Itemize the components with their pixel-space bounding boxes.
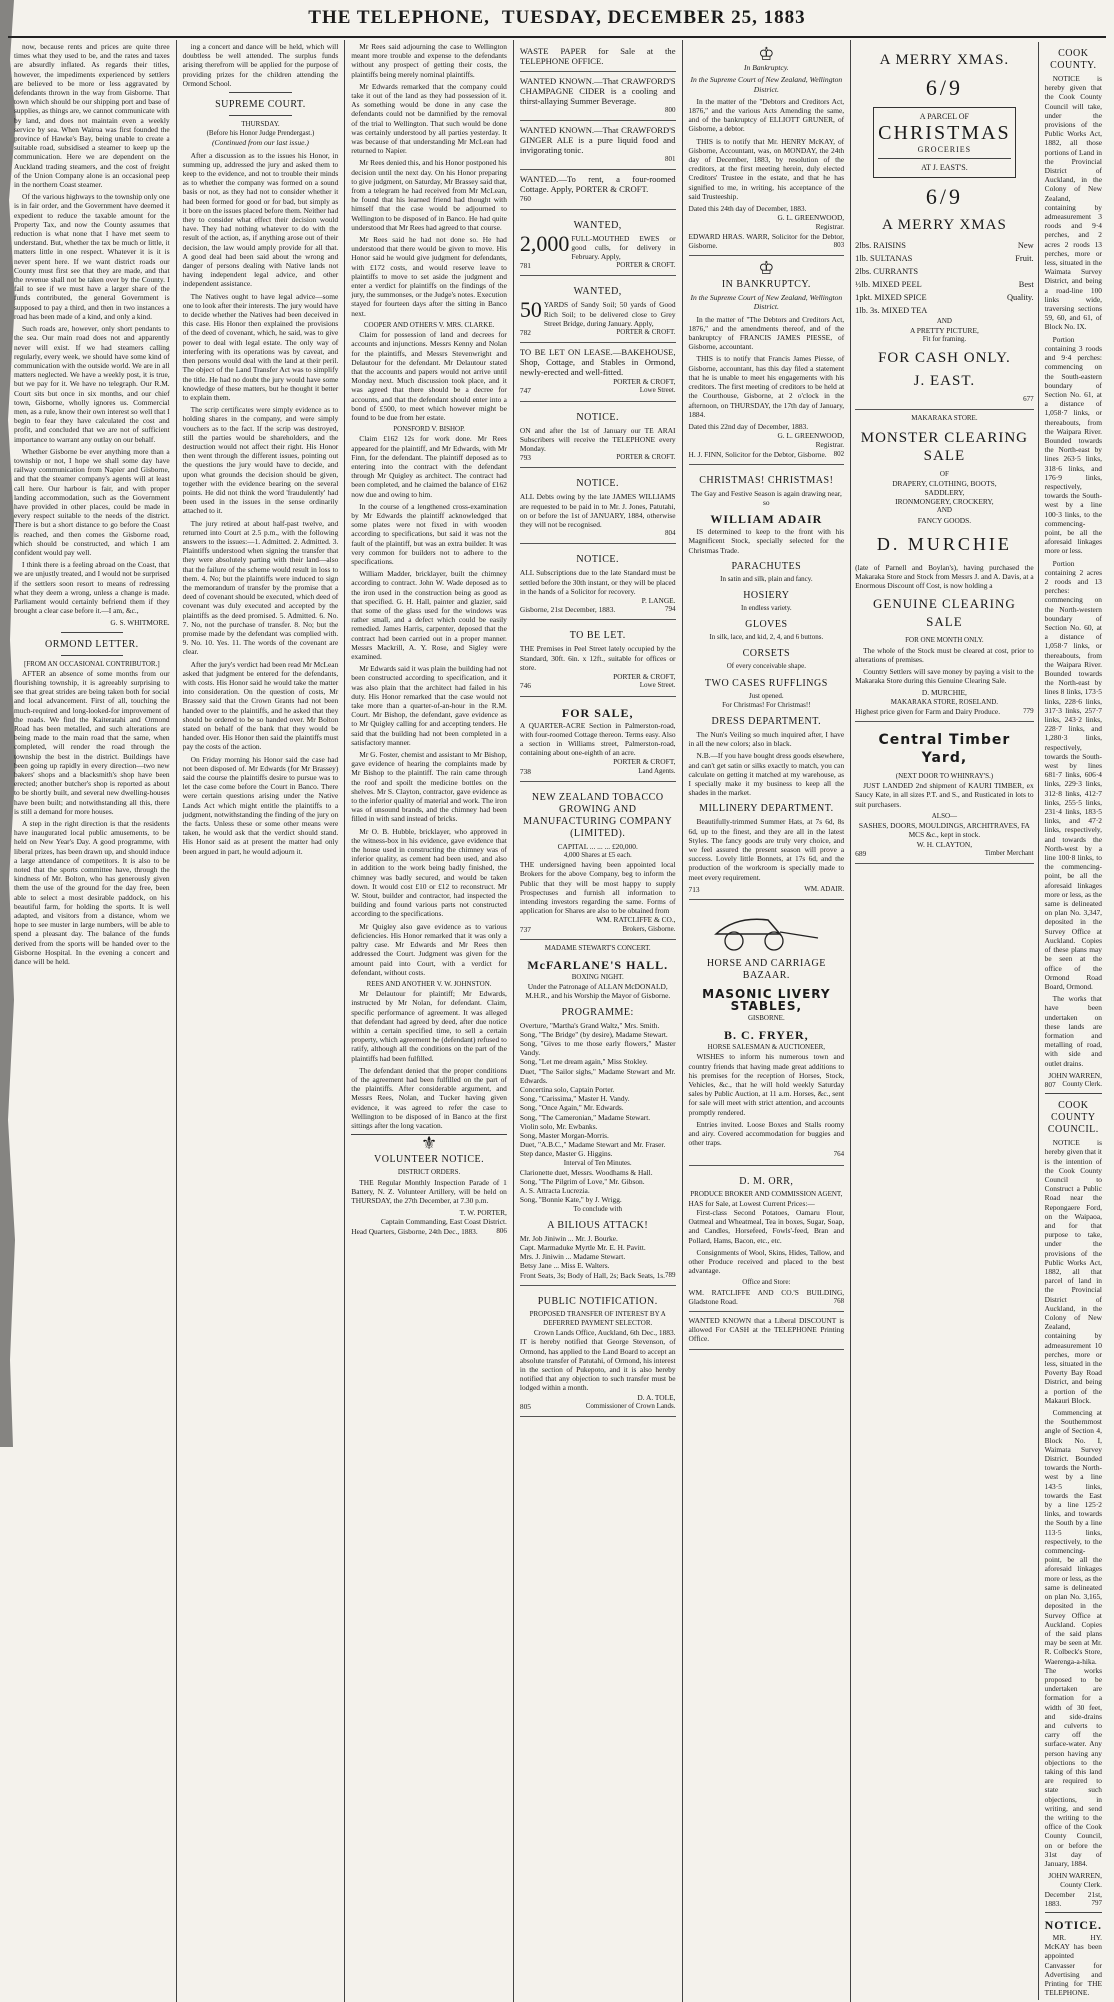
ad-bankruptcy-gruner: ♔ In Bankruptcy. In the Supreme Court of New Zealand, Wellington District. In the matter of the "Debtors and Creditors Act, 1876," and the various Acts Amending the same, and of the bankruptcy of ELLIOTT GRUNER, of Gisborne, a debtor. THIS is to notify that Mr. HENRY McKAY, of Gisborne, Accountant, was, on MONDAY, the 24th day of December, 1883, by resolution of the creditors, at the first meeting herein, duly elected Creditors' Trustee in the estate, and that he has signified to me, in writing, his acceptance of the said Trusteeship. Dated this 24th day of December, 1883. G. L. GREENWOOD, Registrar. EDWARD HRAS. WARR, Solicitor for the Debtor, Gisborne. 803 bbox=[689, 42, 845, 256]
ad-number: 800 bbox=[665, 106, 676, 114]
grocery-item: 2lbs. CURRANTS bbox=[855, 266, 918, 276]
ad-number: 806 bbox=[496, 1226, 507, 1235]
article-paragraph: Whether Gisborne be ever anything more than a township or not, I hope we shall some day have railway communication from Napier and Gisborne, and that the steamer company's agents will at least call here. Our harbour is fair, and with proper landing accommodation, such as the Government have provided in other places, could be made in every respect suitable to the needs of the district. There is but a short distance to go before the Coast is reached, and then comes the Gisborne road, which should be constructed, and which I am confident would pay well. bbox=[14, 446, 170, 557]
divider bbox=[229, 92, 291, 93]
volunteer-place: Head Quarters, Gisborne, 24th Dec., 1883. 806 bbox=[351, 1226, 507, 1236]
carriage-icon bbox=[706, 908, 826, 952]
article-paragraph: Claim for possession of land and decrees for accounts and injunctions. Messrs Kenny and Nolan for the plaintiffs, and Messrs Stevenwright and Delautour for the defendant. Mr Delautour stated that the accounts and papers would not arrive until Monday next. Much discussion took place, and it was agreed that there should be a decree for accounts, and that the defendant should enter into a bond of £500, to meet which however might be found to be due from her estate. bbox=[351, 330, 507, 422]
divider bbox=[229, 115, 291, 116]
case-heading: REES AND ANOTHER V. W. JOHNSTON. bbox=[366, 979, 492, 988]
column-6 bbox=[851, 40, 1106, 2002]
ad-number: 801 bbox=[665, 155, 676, 164]
article-paragraph: After the jury's verdict had been read Mr McLean asked that judgment be entered for the defendants, with costs. His Honor said he would take the matter into consideration. On the question of costs, Mr Brassey said that the Crown Grants had not been handed over to the plaintiffs, and he asked that they should be ordered to be so handed over. Mr Bolton stated on behalf of the bank that they would be handed over. His Honor then said the plaintiffs must pay the costs of the action. bbox=[182, 659, 339, 752]
ormond-letter-heading: ORMOND LETTER. bbox=[44, 638, 139, 650]
royal-arms-icon: ♔ bbox=[758, 258, 775, 279]
column-5 bbox=[683, 40, 852, 2002]
contributor-note: [FROM AN OCCASIONAL CONTRIBUTOR.] bbox=[23, 659, 160, 668]
article-paragraph: In the course of a lengthened cross-examination by Mr Edwards the plaintiff acknowledged that some plates were not fixed in with wooden according to specifications, but said it was not the fault of the plaintiff, but was an extra builder. It was very common for builders not to adhere to the specifications. bbox=[351, 501, 507, 566]
article-paragraph: The Natives ought to have legal advice—some one to look after their interests. The jury would have to decide whether the Natives had been deceived in this case. His Honor then explained the provisions of the deed of covenant, which, he said, was to give power to deal with legal estate. The only way of interfering with its operations was by caveat, and then persons would deal with the land at their peril. The object of the Land Transfer Act was to simplify the title. He had no doubt the jury would have some knowledge of these matters, but he thought it better to explain them. bbox=[182, 291, 339, 402]
ad-debts-notice: NOTICE. ALL Debts owing by the late JAMES WILLIAMS are requested to be paid in to Mr. J. Jones, Patutahi, on or before the 1st of JANUARY, 1884, otherwise they will not be recognised. 804 bbox=[520, 468, 676, 544]
article-paragraph: now, because rents and prices are quite three times what they used to be, and the rates and taxes are absurdly inflated. As regards their titles, however, the impediments experienced by settlers are believed to be more or less aggravated by defendants thrown in the way from Gisborne. That town which should be our shipping port and base of supplies, as things are, we cannot communicate with by land, and does not maintain even a weekly service by sea. When Wairoa was first founded the province of Hawke's Bay, being unable to create a suitable road, subsidised a steamer to keep up the communication. Here we are dependent on the Auckland trading steamers, and the cost of freight of the Union Company alone is an occasional peep in the northern Coast steamer. bbox=[14, 42, 170, 190]
ad-orr: D. M. ORR, PRODUCE BROKER AND COMMISSION AGENT, HAS for Sale, at Lowest Current Prices:— First-class Second Potatoes, Oamaru Flour, Oatmeal and Wheatmeal, Tea in boxes, Sugar, Soap, and Candles, Horsefeed, Fowls'-feed, Bran and Pollard, Hams, Bacon, etc., etc. Consignments of Wool, Skins, Hides, Tallow, and other Produce received and placed to the best advantage. Office and Store: WM. RATCLIFFE AND CO.'S BUILDING, Gladstone Road. 768 bbox=[689, 1166, 845, 1312]
columns bbox=[8, 40, 1106, 1998]
newspaper-title: THE TELEPHONE, bbox=[308, 7, 490, 28]
masthead bbox=[8, 0, 1106, 38]
ewes-count: 2,000 bbox=[519, 230, 570, 256]
article-paragraph: Mr Rees said adjourning the case to Wellington meant more trouble and expense to the defendants without any prospect of getting their costs, the plaintiffs being merely nominal plaintiffs. bbox=[351, 42, 507, 79]
article-paragraph: The jury retired at about half-past twelve, and returned into Court at 2.5 p.m., with the following answers to the issues:—1. Admitted. 2. Admitted. 3. Plaintiffs understood when signing the transfer that they were absolutely parting with their land—also that the failure of the scheme would result in loss to them. 4. No; but the plaintiffs were induced to sign the memorandum of transfer by the promise that a deed of covenant should be executed, which deed of covenant was duly executed and accepted by the plaintiffs as the deed promised. 5. Admitted. 6. No. 7. No, not the purchase of transfer. 8. No; but the promise made by the defendant was complied with. 9. No. 10. Yes. 11. The words of the covenant are clear. bbox=[182, 518, 339, 657]
divider bbox=[878, 158, 1010, 159]
article-paragraph: Mr Quigley also gave evidence as to various deficiencies. His Honor remarked that it was only a paltry case. Mr Edwards and Mr Rees then addressed the Court. Judgment was given for the amount paid into Court, with a verdict for defendant, without costs. bbox=[351, 921, 507, 977]
article-paragraph: On Friday morning his Honor said the case had not been disposed of. Mr Edwards (for Mr Brassey) said the course the plaintiffs desire to pursue was to let the case come before the Court in Banco. There were certain questions arising under the Native Lands Act which might entitle the plaintiffs to a judgment, notwithstanding the finding of the jury on the facts. Unless these or some other means were taken, he would ask that the verdict should stand. His Honor said as at present the matter had only been argued in part, he would adjourn it. bbox=[182, 754, 339, 856]
ad-lease: TO BE LET ON LEASE.—BAKEHOUSE, Shop, Cottage, and Stables in Ormond, newly-erected and well-fitted. PORTER & CROFT, 747 Lowe Street. bbox=[520, 343, 676, 401]
article-paragraph: Mr Edwards said it was plain the building had not been constructed according to specification, and it was also plain that the architect had failed in his duty. His Honor remarked that the case would not take more than a quarter-of-an-hour in the R.M. Court. Mr Bishop, the defendant, gave evidence as to Mr Quigley calling for and accepting tenders. He said that the building had not been completed in a satisfactory manner. bbox=[351, 664, 507, 747]
ad-premises-to-let: TO BE LET. THE Premises in Peel Street lately occupied by the Standard, 30ft. 6in. x 12ft., suitable for offices or store. PORTER & CROFT, 746 Lowe Street. bbox=[520, 620, 676, 696]
article-paragraph: Mr Delautour for plaintiff; Mr Edwards, instructed by Mr Nolan, for defendant. Claim, specific performance of agreement. It was alleged that defendant had agreed by deed, after due notice within a certain specified time, to sell a certain property, which agreement he (defendant) refused to ratify, although all the conditions on the part of the plaintiffs had been fulfilled. bbox=[351, 989, 507, 1063]
divider bbox=[1045, 1912, 1102, 1913]
column-2 bbox=[177, 40, 346, 2002]
ad-horse-bazaar: HORSE AND CARRIAGE BAZAAR. MASONIC LIVERY STABLES, GISBORNE. B. C. FRYER, HORSE SALESMAN & AUCTIONEER, WISHES to inform his numerous town and country friends that having made great additions to his premises for the reception of Horses, Stock, Vehicles, &c., that he will hold weekly Saturday sales by Public Auction, at 11 a.m. Horses, &c., sent for sale will meet with strict attention, and accounts promptly rendered. Entries invited. Loose Boxes and Stalls roomy and airy. Covered accommodation for buggies and other traps. 764 bbox=[689, 900, 845, 1166]
column-3 bbox=[345, 40, 514, 2002]
ad-wanted-ewes: WANTED, 2,000 FULL-MOUTHED EWES or good culls, for delivery in February. Apply, 781 PORTER & CROFT. bbox=[520, 210, 676, 277]
cook-county-heading: COOK COUNTY. bbox=[1050, 48, 1097, 71]
letter-signature: G. S. WHITMORE. bbox=[110, 618, 170, 628]
article-paragraph: Of the various highways to the township only one is in fair order, and the Government have deemed it expedient to reduce the taxable amount for the Property Tax, and now the County assumes that reduction is what none that I have met seem to understand. But, whether the tax be much or little, it matters little in one respect. Whatever it is it is never spent here. If we want district roads our County must first see that they are made, and that the revenue shall not be taken over by the County. I fail to see if we must have a larger share of the funds contributed, the general Government is supposed to pay a third, and then in two instances a road has been made of a kind, and only a kind. bbox=[14, 192, 170, 321]
ad-te-arai-notice: NOTICE. ON and after the 1st of January our TE ARAI Subscribers will receive the TELEPHONE every Monday. 793 PORTER & CROFT. bbox=[520, 402, 676, 469]
grocery-item: 1lb. SULTANAS Fruit. bbox=[855, 253, 1034, 263]
column-6-county: COOK COUNTY. NOTICE is hereby given that the Cook County Council will take, under the provisions of the Public Works Act, 1882, all those portions of Land in the Provincial District of Auckland, in the Colony of New Zealand, containing by admeasurement 3 roods and 9·4 perches, and 2 acres 2 roods 13 perches, more or less, situated in the Waimata Survey District, and being a road-line 100 links wide, traversing sections 59, 60, and 61, of Block No. IX. Portion containing 3 roods and 9·4 perches: commencing on the South-eastern boundary of Section No. 61, at a distance of 1,058·7 links, or thereabouts, from the Waipara River. Bounded towards the North-east by lines 263·5 links, 318·6 links, and 176·9 links, respectively, towards the South-west by a line 100·3 links, to the commencing-point, be all the aforesaid linkages more or less. Portion containing 2 acres 2 roods and 13 perches: commencing on the North-western boundary of Section No. 60, at a distance of 1,058·7 links, or thereabouts, from the Waipara River. Bounded towards the North-east by lines 8 links, 173·5 links, 228·6 links, 317·3 links, 257·7 links, 243·2 links, 228·7 links, and 1,280·3 links, respectively, towards the South-west by lines 681·7 links, 606·4 links, 229·3 links, 312·8 links, 412·7 links, 255·5 links, 231·4 links, 183·5 links, and 47·2 links, respectively, and towards the North-west by a line 100·8 links, to the commencing-point, be all the aforesaid linkages more or less, as the same is delineated on plan No. 3,347, deposited in the Survey Office at Auckland. Copies of these plans may be seen at the office of the Ormond Road Board, Ormond. The works that have been undertaken on these lands are formation and metalling of road, with side and outlet drains. JOHN WARREN, 807 County Clerk. COOK COUNTY COUNCIL. NOTICE is hereby given that it is the intention of the Cook County Council to Construct a Public Road near the Repongaere Ford, on the Waipaoa, and for that purpose to take, under the provisions of the Public Works Act, 1882, all that parcel of land in the Provincial District of Auckland, in the Colony of New Zealand, containing by admeasurement 10 perches, more or less, situated in the Poverty Bay Road District, and being a portion of the Makauri Block. Commencing at the Southernmost angle of Section 4, Block No. I, Waimata Survey District. Bounded towards the North-west by a line 143·5 links, towards the East by a line 125·2 links, and towards the South by a line 113·5 links, respectively, to the commencing-point, be all the aforesaid linkages more or less, as the same is delineated on plan No. 3,165, deposited in the Survey Office at Auckland. Copies of the said plans may be seen at Mr. R. Colbeck's Store, Waerenga-a-hika. The works proposed to be undertaken are formation for a width of 30 feet, and side-drains and culverts to carry off the surface-water. Any person having any objections to the taking of this land are required to state such objections, in writing, and send the writing to the office of the Cook County Council, on or before the 31st day of January, 1884. JOHN WARREN, County Clerk. December 21st, 1883. 797 NOTICE. MR. HY. McKAY has been appointed Canvasser for Advertising and Printing for THE TELEPHONE. bbox=[1044, 48, 1102, 1998]
article-paragraph: The scrip certificates were simply evidence as to holding shares in the company, and were simply vouchers as to the fact. If the scrip was destroyed, still the parties would be shareholders, and the destruction would not affect their right. His Honor then went through the different issues, pointing out the questions the jury would have to decide, and upon what grounds the decision should be given, together with the evidence bearing on the several points. He did not think the word 'fraudulently' had been used in the issues in the sense ordinarily attached to it. bbox=[182, 405, 339, 516]
ad-central-timber-yard: Central Timber Yard, (NEXT DOOR TO WHINRAY'S.) JUST LANDED 2nd shipment of KAURI TIMBER, ex Saucy Kate, in all sizes P.T. and S., and Rusticated in lots to suit purchasers. ALSO— SASHES, DOORS, MOULDINGS, ARCHITRAVES, FA MCS &c., kept in stock. W. H. CLAYTON, 689 Timber Merchant bbox=[855, 722, 1033, 864]
continued-note: (Continued from our last issue.) bbox=[211, 138, 309, 148]
volunteer-crest-icon: ⚜ bbox=[421, 1133, 438, 1154]
ad-for-sale: FOR SALE, A QUARTER-ACRE Section in Palmerston-road, with four-roomed Cottage thereon. Terms easy. Also a section in Williams street, Palmerston-road, containing about one-eighth of an acre. PORTER & CROFT, 738 Land Agents. bbox=[520, 697, 676, 782]
article-paragraph: Mr Rees said he had not done so. He had understood that there would be given to move. His Honor said he would give judgment for defendants, with £172 costs, and would reserve leave to plaintiffs to move to set aside the judgment and enter a verdict for plaintiffs on the findings of the jury, the summonses, or the Judge's notes. Execution stayed for fourteen days after the sitting in Banco next. bbox=[351, 235, 507, 318]
volunteer-signature: T. W. PORTER, bbox=[459, 1208, 507, 1218]
article-paragraph: Mr G. Foster, chemist and assistant to Mr Bishop, gave evidence of hearing the complaints made by Mr Bishop to the plaintiff. The rain came through the roof and spoilt the medicine bottles on the shelves. Mr S. Clayton, contractor, gave evidence as to the inferior quality of material and work. The iron was of unsound brands, and the chimney had been filled in with sand instead of bricks. bbox=[351, 750, 507, 824]
royal-arms-icon: ♔ bbox=[758, 44, 775, 64]
issue-date: TUESDAY, DECEMBER 25, 1883 bbox=[501, 7, 806, 28]
article-paragraph: William Madder, bricklayer, built the chimney according to contract. John W. Wade deposed as to the iron used in the construction being as good as that specified. G. H. Hall, painter and glazier, said that some of the glass used for the windows was rather small, and a defect which could be easily remedied. James Harris, carpenter, deposed that the contract had been carried out in a proper manner. Messrs Mackrill, A. Y. Rose, and Sigley were examined. bbox=[351, 569, 507, 661]
grocery-item: ½lb. MIXED PEEL Best bbox=[855, 279, 1034, 289]
volunteer-notice-heading: VOLUNTEER NOTICE. bbox=[374, 1154, 485, 1166]
grocery-item: 1lb. 3s. MIXED TEA bbox=[855, 305, 928, 315]
divider bbox=[1045, 1093, 1102, 1094]
article-paragraph: Mr Edwards remarked that the company could take it out of the land as they had possession of it. As something would be done in any case the defendants could not be damnified by the removal of the trial to Wellington. That such would be done was certainly understood by all parties yesterday. It was because of that understanding Mr McLean had returned to Napier. bbox=[351, 81, 507, 156]
ad-number: 760 bbox=[519, 194, 531, 204]
court-judge: (Before his Honor Judge Prendergast.) bbox=[206, 129, 315, 138]
volunteer-signature-title: Captain Commanding, East Coast District. bbox=[380, 1217, 507, 1227]
ad-public-notification: PUBLIC NOTIFICATION. PROPOSED TRANSFER OF INTEREST BY A DEFERRED PAYMENT SELECTOR. Crown Lands Office, Auckland, 6th Dec., 1883. IT is hereby notified that George Stevenson, of Ormond, has applied to the Land Board to accept an absolute transfer of Patutahi, of Ormond, his interest in the section of Pukepoto, and it is also hereby notified that any objection to such transfer must be lodged within a month. D. A. TOLE, 805 Commissioner of Crown Lands. bbox=[520, 1286, 676, 1417]
column-1 bbox=[8, 40, 177, 2002]
column-6-ads bbox=[855, 42, 1038, 2000]
grocery-item: 2lbs. RAISINS New bbox=[855, 240, 1034, 250]
ad-tobacco-company: NEW ZEALAND TOBACCO GROWING AND MANUFACTURING COMPANY (LIMITED). CAPITAL ... ... ... £20,000. 4,000 Shares at £5 each. THE undersigned having been appointed local Brokers for the above Company, beg to inform the Public that they will be most happy to supply Prospectuses and furnish all information to intending investors regarding the same. Forms of application for Shares are also to be obtained from WM. RATCLIFFE & CO., 737 Brokers, Gisborne. bbox=[520, 782, 676, 940]
column-4 bbox=[514, 40, 683, 2002]
ad-ginger-ale: WANTED KNOWN.—That CRAWFORD'S GINGER ALE is a pure liquid food and invigorating tonic. 801 bbox=[520, 121, 676, 170]
ad-wanted-soil: WANTED, 50 YARDS of Sandy Soil; 50 yards of Good Rich Soil; to be delivered close to Grey Street Bridge, during January. Apply, 782 PORTER & CROFT. bbox=[520, 276, 676, 343]
case-heading: PONSFORD V. BISHOP. bbox=[393, 425, 465, 434]
article-paragraph: The defendant denied that the proper conditions of the agreement had been fulfilled on the part of the plaintiffs. After considerable argument, and Messrs Rees, Nolan, and Tucker having given evidence, it was agreed to refer the case to Wellington to be disposed of in Banco at the first sittings after the long vacation. bbox=[351, 1065, 507, 1130]
grocery-item: 1pkt. MIXED SPICE Quality. bbox=[855, 292, 1034, 302]
article-paragraph: Claim £162 12s for work done. Mr Rees appeared for the plaintiff, and Mr Edwards, with Mr Finn, for the defendant. The plaintiff deposed as to entering into the contract with the defendant through Mr Quigley as architect. The contract had been completed, and he claimed the balance of £162 now due and owing to him. bbox=[351, 434, 507, 499]
grocery-list bbox=[855, 239, 1033, 317]
ad-subscriptions-notice: NOTICE. ALL Subscriptions due to the late Standard must be settled before the 30th instant, or they will be placed in the hands of a Solicitor for recovery. P. LANGE. Gisborne, 21st December, 1883. 794 bbox=[520, 544, 676, 620]
article-paragraph: Such roads are, however, only short pendants to the sea. Our main road does not and apparently never will exist. If we had steamers calling regularly, every week, we should have some kind of communication with the outside world. We are in all matters neglected. We have a weekly post, it is true, but we pay for it. We have no telegraph. Our R.M. Court sits but once in six months, and our chief town, Gisborne, wholly ignores us. Commercial men, as a rule, know their own interest so well that I begin to fear they have calculated the cost and profit, and concluded that we are not of sufficient importance to warrant any outlay on our behalf. bbox=[14, 324, 170, 444]
article-paragraph: A step in the right direction is that the residents have inaugurated local public amusements, to be held on New Year's Day. A good programme, with liberal prizes, has been drawn up, and should induce a large attendance of competitors. It is also to be noted that the sports committee have, through the kindness of Mr. Bolton, who has generously given them the use of the ground for the day free, been able to select a most desirable paddock, on his beautiful farm, for holding the sports. It is well adapted, and visitors from a distance, whom we hope to see muster in large numbers, will be able to spend a pleasant day. The balance of the funds derived from the sports will be handed over to the Gisborne Hospital. In the evening a concert and dance will be held. bbox=[14, 819, 170, 967]
ad-makaraka-store: MAKARAKA STORE. MONSTER CLEARING SALE OF DRAPERY, CLOTHING, BOOTS, SADDLERY, IRONMONGERY, CROCKERY, AND FANCY GOODS. D. MURCHIE (late of Parnell and Boylan's), having purchased the Makaraka Store and Stock from Messrs J. and A. Davis, at a Enormous Discount off Cost, is now holding a GENUINE CLEARING SALE FOR ONE MONTH ONLY. The whole of the Stock must be cleared at cost, prior to alterations of premises. Country Settlers will save money by paying a visit to the Makaraka Store during this Genuine Clearing Sale. D. MURCHIE, MAKARAKA STORE, ROSELAND. Highest price given for Farm and Dairy Produce. 779 bbox=[855, 410, 1033, 722]
supreme-court-heading: SUPREME COURT. bbox=[215, 99, 306, 111]
ad-concert: MADAME STEWART'S CONCERT. McFARLANE'S HALL. BOXING NIGHT. Under the Patronage of ALLAN McDONALD, M.H.R., and his Worship the Mayor of Gisborne. PROGRAMME: Overture, "Martha's Grand Waltz," Mrs. Smith. Song, "The Bridge" (by desire), Madame Stewart. Song, "Gives to me those early flowers," Master Vandy. Song, "Let me dream again," Miss Stokley. Duet, "The Sailor sighs," Madame Stewart and Mr. Edwards. Concertina solo, Captain Porter. Song, "Carissima," Master H. Vandy. Song, "Once Again," Mr. Edwards. Song, "The Cameronian," Madame Stewart. Violin solo, Mr. Ewbanks. Song, Master Morgan-Morris. Duet, "A.B.C.," Madame Stewart and Mr. Fraser. Step dance, Master G. Higgins. Interval of Ten Minutes. Clarionette duet, Messrs. Woodhams & Hall. Song, "The Pilgrim of Love," Mr. Gibson. A. S. Attracta Lucrezia. Song, "Bonnie Kate," by J. Wrigg. To conclude with A BILIOUS ATTACK! Mr. Job Jiniwin ... Mr. J. Bourke. Capt. Marmaduke Myrtle Mr. E. H. Pavitt. Mrs. J. Jiniwin ... Madame Stewart. Betsy Jane ... Miss E. Walters. Front Seats, 3s; Body of Hall, 2s; Back Seats, 1s. 789 bbox=[520, 940, 676, 1286]
council-heading: COOK COUNTY COUNCIL. bbox=[1047, 1100, 1099, 1136]
ad-cottage-wanted: WANTED.—To rent, a four-roomed Cottage. Apply, PORTER & CROFT. 760 bbox=[520, 170, 676, 209]
soil-count: 50 bbox=[519, 297, 542, 323]
parcel-box: A PARCEL OF CHRISTMAS GROCERIES AT J. EAST'S. bbox=[873, 107, 1015, 178]
ad-j-east: A MERRY XMAS. 6/9 A PARCEL OF CHRISTMAS GROCERIES AT J. EAST'S. 6/9 A MERRY XMAS 2lbs. RAISINS New 1lb. SULTANAS Fruit. 2lbs. CURRANTS ½lb. MIXED PEEL Best 1pkt. MIXED SPICE Quality. 1lb. 3s. MIXED TEA AND A PRETTY PICTURE, Fit for framing. FOR CASH ONLY. J. EAST. 677 bbox=[855, 42, 1033, 410]
ad-cider: WANTED KNOWN.—That CRAWFORD'S CHAMPAGNE CIDER is a cooling and thirst-allaying Summer Beverage. 800 bbox=[520, 72, 676, 121]
article-paragraph: Mr O. B. Hubble, bricklayer, who approved in the witness-box in his evidence, gave evidence that the house used in constructing the chimney was of inferior quality, as cement had been used, and also in addition to the work being badly finished, the chimney was badly secured, and would be taken down. It would cost £10 or £12 to reconstruct. Mr W. Stout, builder and contractor, had inspected the building and found various parts not constructed according to the specifications. bbox=[351, 826, 507, 919]
volunteer-notice-text: THE Regular Monthly Inspection Parade of 1 Battery, N. Z. Volunteer Artillery, will be held on THURSDAY, the 27th December, at 7.30 p.m. bbox=[351, 1177, 507, 1205]
court-day: THURSDAY. bbox=[241, 120, 280, 129]
article-paragraph: AFTER an absence of some months from our flourishing township, it is agreeably surprising to see that great strides are being taken both for social and local advancement. First of all, touching the much-required and long-looked-for improvement of the roads. We find the Kaiteratahi and Ormond Road has been metalled, and such alterations are being made to the main road that the same, when completed, will render the road through the township the best in the district. Buildings have been going up rapidly in every direction—two new bakers' shops and a blacksmith's shop have been erected; another butcher's shop is reported as about to be shortly built, and several new dwelling-houses have been built; and notwithstanding all this, there is still a demand for more houses. bbox=[14, 668, 170, 816]
ad-william-adair: CHRISTMAS! CHRISTMAS! The Gay and Festive Season is again drawing near, so WILLIAM ADAIR IS determined to keep to the front with his Magnificent Stock, specially selected for the Christmas Trade. PARACHUTES In satin and silk, plain and fancy. HOSIERY In endless variety. GLOVES In silk, lace, and kid, 2, 4, and 6 buttons. CORSETS Of every conceivable shape. TWO CASES RUFFLINGS Just opened. For Christmas! For Christmas!! DRESS DEPARTMENT. The Nun's Veiling so much inquired after, I have in all the new colors; also in black. N.B.—If you have bought dress goods elsewhere, and can't get satin or silks exactly to match, you can calculate on getting it matched at my warehouse, as I specially make it my business to keep all the shades in the market. MILLINERY DEPARTMENT. Beautifully-trimmed Summer Hats, at 7s 6d, 8s 6d, up to the finest, and they are all in the latest Styles. The fancy goods are truly very choice, and we feel assured the present season will prove a success. Lovely little Bonnets, at 17s 6d, and the production of the workroom is specially made to meet every requirement. 713 WM. ADAIR. bbox=[689, 465, 845, 900]
case-heading: COOPER AND OTHERS V. MRS. CLARKE. bbox=[363, 320, 495, 329]
notice-heading: NOTICE. bbox=[1044, 1918, 1102, 1932]
article-paragraph: I think there is a feeling abroad on the Coast, that we are unjustly treated, and I would not be surprised if the settlers soon resort to means of redressing what they deem a wrong, unless a change is made. Parliament would certainly befriend them if they brought a clear case before it.—I am, &c., bbox=[14, 560, 170, 616]
ad-discount: WANTED KNOWN that a Liberal DISCOUNT is allowed For CASH at the TELEPHONE Printing Office. bbox=[689, 1312, 845, 1350]
article-paragraph: ing a concert and dance will be held, which will doubtless be well attended. The surplus funds arising therefrom will be applied for the purpose of providing prizes for the children attending the Ormond School. bbox=[182, 42, 339, 88]
article-paragraph: Mr Rees denied this, and his Honor postponed his decision until the next day. On his Honor preparing to give judgment, on Saturday, Mr Brassey said that, from a telegram he had received from Mr McLean, he found that his learned friend had thought with himself that the case would be adjourned to Wellington to be disposed of in Banco. He had quite understood that Mr Rees had agreed to that course. bbox=[351, 158, 507, 232]
divider bbox=[61, 655, 123, 656]
district-orders: DISTRICT ORDERS. bbox=[397, 1168, 461, 1177]
divider bbox=[61, 632, 123, 633]
ad-waste-paper: WASTE PAPER for Sale at the TELEPHONE OFFICE. bbox=[520, 42, 676, 72]
article-paragraph: After a discussion as to the issues his Honor, in summing up, addressed the jury and asked them to keep to the evidence, and not to trouble their minds as to whether the company was formed on a sound basis or not, as they had not to consider whether it had been formed for good or for bad, but simply as it bore on the issues placed before them. Neither had they to consider what effect their decision would have. They had nothing whatever to do with the result of the action, as, if anything arose out of their decision, the law would amply provide for all that. A good deal had been said about the wrong and danger of persons dealing with Native lands not having independent legal advice, and other independent assistance. bbox=[182, 150, 339, 289]
ad-bankruptcy-piesse: ♔ IN BANKRUPTCY. In the Supreme Court of New Zealand, Wellington District. In the matter of "The Debtors and Creditors Act, 1876," and the amendments thereof, and of the bankruptcy of FRANCIS JAMES PIESSE, of Gisborne, accountant. THIS is to notify that Francis James Piesse, of Gisborne, accountant, has this day filed a statement that he is unable to meet his engagements with his creditors. The first meeting of creditors to be held at the Courthouse, Gisborne, at 2 o'clock in the afternoon, on THURSDAY, the 17th day of January, 1884. Dated this 22nd day of December, 1883. G. L. GREENWOOD, Registrar. H. J. FINN, Solicitor for the Debtor, Gisborne. 802 bbox=[689, 256, 845, 465]
